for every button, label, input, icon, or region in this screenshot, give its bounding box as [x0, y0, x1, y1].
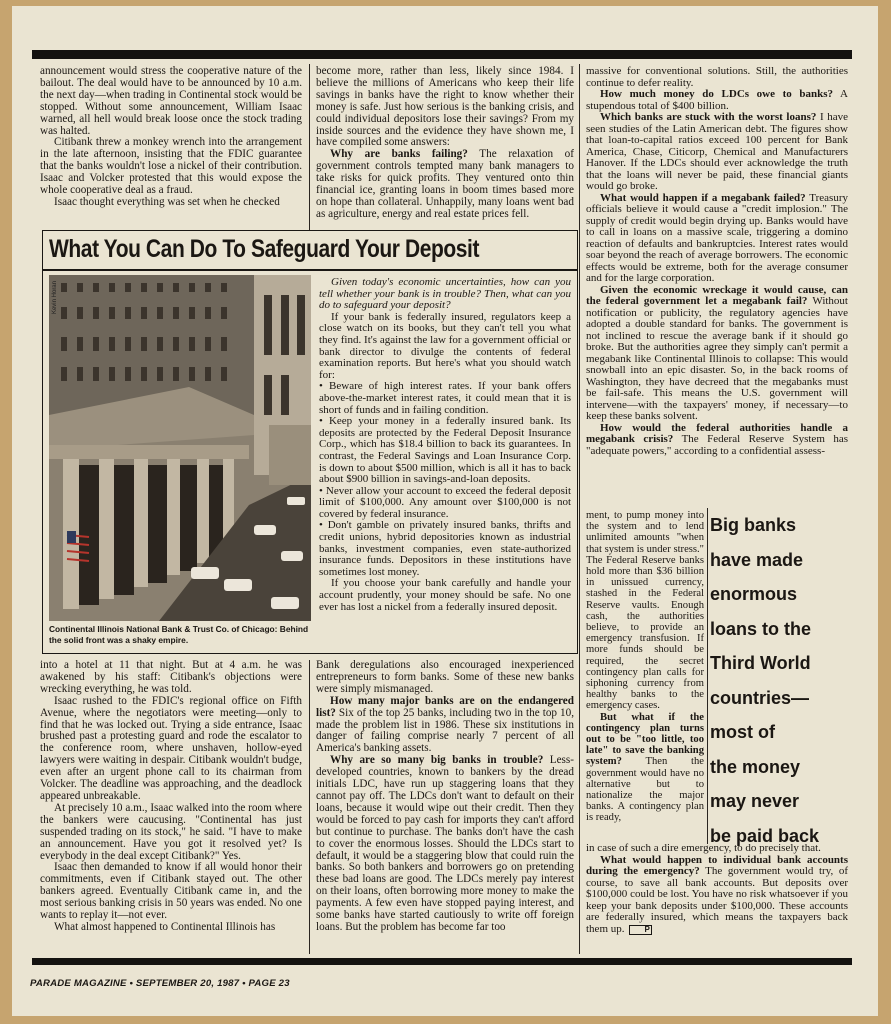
- paragraph: If you choose your bank carefully and handle your account prudently, your money should be safe. No one ever has lost a nickel from a federally insured deposit.: [319, 577, 571, 613]
- question-heading: What would happen to individual bank accounts during the emergency?: [586, 853, 848, 877]
- bullet-item: • Keep your money in a federally insured bank. Its deposits are protected by the Federal Deposit Insurance Corp., which has $18.4 billion to back its guarantees. In contrast, the Federal Savings and Loan Insurance Corp. is down to about $500 million, which is all it has to back about $900 billion in savings-and-loan deposits.: [319, 415, 571, 486]
- paragraph: [586, 66, 848, 89]
- article-column-3-bottom: [586, 843, 848, 935]
- pull-quote-line: enormous: [710, 584, 798, 604]
- answer-text: Bank deregulations also encouraged inexperienced entrepreneurs to form banks. Some of these new banks were simply mismanaged.: [316, 659, 574, 695]
- pull-quote-line: be paid back: [710, 825, 820, 846]
- bottom-rule: [32, 958, 852, 965]
- pull-quote-line: Big banks: [710, 515, 797, 535]
- sidebar-box: [42, 230, 578, 654]
- answer-text: Six of the top 25 banks, including two in the top 10, made the problem list in 1986. These six institutions in danger of failing comprise nearly 7 percent of all America's banking assets.: [316, 706, 574, 755]
- pull-quote-line: have made: [710, 549, 804, 570]
- bullet-item: • Never allow your account to exceed the federal deposit limit of $100,000. Any amount over $100,000 is not covered by federal insurance.: [319, 484, 571, 520]
- answer-text: Less-developed countries, known to bankers by the dread initials LDC, have run up staggering loans that they cannot pay off. The LDCs don't want to default on their loans, because it would wipe out their credit. Then they would be forced to pay cash for imports they can't afford but continue to purchase. The banks don't have the cash to cover the enormous losses. Should the LDCs start to default, it would be a staggering blow that could ruin the banks. So both bankers and borrowers go on pretending these bad loans are good. The LDCs merely pay interest on their loans, often borrowing more money to make the payments. A few even have stopped paying interest, and some banks have started cautiously to write off foreign loans. But the problem has become far too: [316, 754, 574, 933]
- paragraph: [316, 755, 574, 934]
- photo-caption: Continental Illinois National Bank & Trust Co. of Chicago: Behind the solid front was a shaky empire.: [49, 624, 309, 645]
- photo-credit: Kevin Horan: [52, 281, 58, 315]
- paragraph: [586, 423, 848, 458]
- paragraph: [586, 510, 704, 712]
- paragraph: [316, 696, 574, 756]
- bullet-item: • Don't gamble on privately insured banks, thrifts and credit unions, hybrid depositories known as industrial banks, investment companies, even state-authorized insurance funds. Depositors in these institutions have sometimes lost money.: [319, 519, 571, 578]
- paragraph: into a hotel at 11 that night. But at 4 a.m. he was awakened by his staff: Citibank's objections were wrecking everything, he was told.: [40, 659, 302, 695]
- article-column-1-bottom: [40, 660, 302, 934]
- article-column-1-top: [40, 66, 302, 209]
- answer-text: The government would try, of course, to save all bank accounts. But deposits over $100,000 could be lost. You have no risk whatsoever if you keep your bank deposits under $100,000. These accounts are federally insured, which means the taxpayers back them up.: [586, 865, 848, 935]
- article-column-2-bottom: [316, 660, 574, 934]
- pull-quote-line: Third World: [710, 653, 811, 673]
- pull-quote-line: may never: [710, 791, 800, 811]
- paragraph: Isaac thought everything was set when he checked: [54, 195, 280, 208]
- question-heading: How would the federal authorities handle a megabank crisis?: [586, 421, 848, 445]
- pull-quote-line: the money: [710, 756, 801, 777]
- answer-text: A stupendous total of $400 billion.: [586, 88, 848, 112]
- column-divider: [309, 64, 310, 230]
- answer-text: I have seen studies of the Latin American debt. The figures show that loan-to-capital ratios exceed 100 percent for Bank America, Chase, Citicorp, Chemical and Manufacturers Hanover. If the LDCs should ever acknowledge the truth that the loans will never be paid, these financial giants would go broke.: [586, 111, 848, 192]
- paragraph: [586, 89, 848, 112]
- paragraph: [586, 193, 848, 285]
- paragraph: [316, 660, 574, 696]
- pull-quote-line: most of: [710, 722, 775, 742]
- paragraph: [586, 285, 848, 423]
- question-heading: Which banks are stuck with the worst loans?: [600, 111, 817, 123]
- end-mark-icon: P: [629, 925, 652, 935]
- question-heading: Given the economic wreckage it would cause, can the federal government let a megabank fail?: [586, 283, 848, 307]
- question-heading: Why are banks failing?: [330, 148, 468, 161]
- question-heading: But what if the contingency plan turns out to be "too little, too late" to save the banking system?: [586, 711, 704, 768]
- bullet-item: • Beware of high interest rates. If your bank offers above-the-market interest rates, it could mean that it is short of funds and in failing condition.: [319, 380, 571, 416]
- question-heading: What would happen if a megabank failed?: [600, 191, 806, 204]
- answer-text: The relaxation of government controls tempted many bank managers to take risks for quick profits. They ventured onto thin financial ice, granting loans in boom times based more on hope than collateral. Unhappily, many loans went bad as agriculture, energy and real estate prices fell.: [316, 148, 574, 220]
- top-rule: [32, 50, 852, 59]
- paragraph: [316, 149, 574, 220]
- paragraph: Isaac rushed to the FDIC's regional office on Fifth Avenue, where the negotiators were meeting—only to find that he was locked out. Trying a side entrance, Isaac brushed past a protesting guard and rode the escalator to the conference room, where unshaven, hollow-eyed lawyers were waiting in despair. Citibank wouldn't budge, even after an urgent phone call to its chairman from Volcker. The deadline was approaching, and the deadlock appeared unbreakable.: [40, 694, 302, 802]
- question-heading: Why are so many big banks in trouble?: [330, 754, 544, 767]
- paragraph: If your bank is federally insured, regulators keep a close watch on its books, but they can't tell you what they find. It's against the law for a government official or bank director to divulge the contents of federal examination reports. But here's what you should watch for:: [319, 310, 571, 381]
- article-column-2-top: [316, 66, 574, 221]
- answer-text: in case of such a dire emergency, to do precisely that.: [586, 842, 821, 854]
- paragraph: What almost happened to Continental Illinois has: [54, 920, 276, 933]
- paragraph: become more, rather than less, likely since 1984. I believe the millions of Americans who keep their life savings in banks have the right to know whether their money is safe. Just how serious is the banking crisis, and could individual depositors lose their savings? From my inside sources and the evidence they have shown me, I have compiled some answers:: [316, 65, 574, 149]
- page-footer: PARADE MAGAZINE • SEPTEMBER 20, 1987 • PAGE 23: [30, 978, 290, 989]
- sidebar-title: What You Can Do To Safeguard Your Deposit: [49, 235, 480, 263]
- paragraph: Isaac then demanded to know if all would honor their commitments, even if Citibank stayed out. The other bankers agreed. Eventually Citibank came in, and the most serious banking crisis in 50 years was ended. No one wants to replay it—not ever.: [40, 861, 302, 922]
- article-column-3-narrow: [586, 510, 704, 824]
- paragraph: [586, 112, 848, 193]
- article-column-3: [586, 66, 848, 457]
- answer-text: Then the government would have no alternative but to nationalize the major banks. A contingency plan is ready,: [586, 756, 704, 824]
- answer-text: Treasury officials believe it would cause a "credit implosion." The supply of credit would begin drying up. Banks would have to call in loans on a massive scale, triggering a domino reaction of defaults and bankruptcies. Interest rates would soar beyond the reach of average borrowers. The economic effects would be extreme, both for the average consumer and for the large corporation.: [586, 191, 848, 284]
- column-divider: [579, 64, 580, 954]
- answer-text: ment, to pump money into the system and to lend unlimited amounts "when that system is under stress." The Federal Reserve banks hold more than $36 billion in unissued currency, stashed in the Federal Reserve vaults. Enough cash, the authorities believe, to provide an emergency transfusion. If more funds should be required, the secret contingency plan calls for siphoning currency from healthy banks to the emergency cases.: [586, 510, 704, 712]
- answer-text: The Federal Reserve System has "adequate powers," according to a confidential assess-: [586, 433, 849, 457]
- paragraph: [586, 855, 848, 936]
- bank-building-photo: [49, 275, 311, 621]
- paragraph: Citibank threw a monkey wrench into the arrangement in the late afternoon, insisting that the FDIC guarantee that the banks wouldn't lose a nickel of their contribution. Isaac and Volcker protested that this would expose the whole cooperative deal as a fraud.: [40, 136, 302, 197]
- pull-quote-line: countries—: [710, 687, 810, 708]
- sidebar-title-rule: [43, 269, 577, 271]
- sidebar-text: [319, 277, 571, 613]
- pull-quote: [710, 508, 850, 853]
- pull-quote-line: loans to the: [710, 618, 812, 639]
- paragraph: announcement would stress the cooperative nature of the bailout. The deal would have to be announced by 10 a.m. the next day—when trading in Continental stock would be stopped. Without some announcement, William Isaac warned, all hell would break loose once the stock trading was halted.: [40, 65, 302, 137]
- paragraph: At precisely 10 a.m., Isaac walked into the room where the bankers were caucusing. "Continental has just suspended trading on its stock," he said. "I have to make an announcement. Have you got it resolved yet? Is everybody in the deal except Citibank?" Yes.: [40, 801, 302, 862]
- question-heading: How many major banks are on the endangered list?: [316, 694, 574, 719]
- answer-text: massive for conventional solutions. Still, the authorities continue to defer reality.: [586, 65, 848, 89]
- column-divider: [707, 508, 708, 844]
- question-heading: How much money do LDCs owe to banks?: [600, 88, 834, 100]
- paragraph: [586, 712, 704, 824]
- sidebar-intro: Given today's economic uncertainties, how can you tell whether your bank is in trouble? Then, what can you do to safeguard your deposit?: [319, 276, 571, 312]
- answer-text: Without notification or publicity, the regulatory agencies have adopted a double standard for banks. The government is not inclined to rescue the average bank if it should go broke. But the authorities agree they simply can't permit a megabank like Continental Illinois to collapse: This would snowball into an epic disaster. So, in the back rooms of Washington, they have decreed that the megabanks must be fail-safe. This means the U.S. government will intervene—with the taxpayers' money, if necessary—to keep these banks solvent.: [586, 295, 848, 422]
- column-divider: [309, 660, 310, 954]
